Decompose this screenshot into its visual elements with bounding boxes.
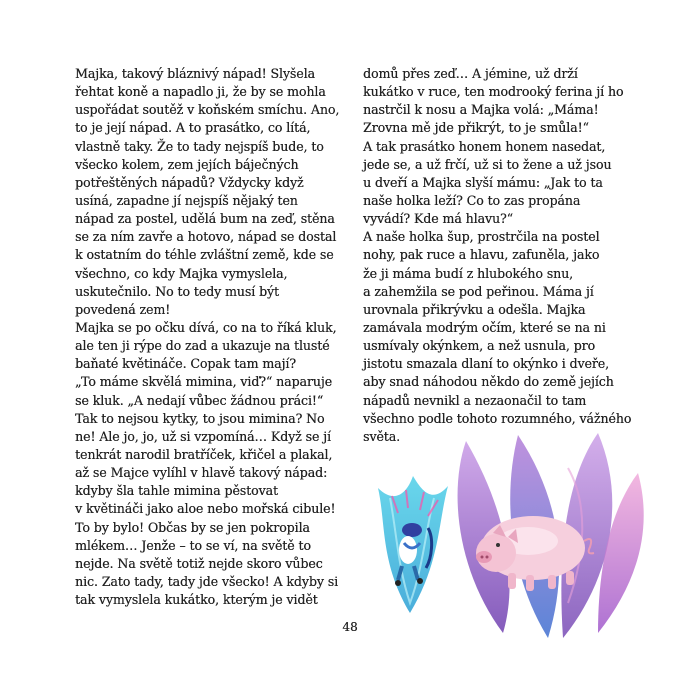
text-line: zamávala modrým očím, které se na ni — [363, 319, 606, 335]
text-line: jistotu smazala dlaní to okýnko i dveře, — [363, 356, 609, 372]
text-line: naše holka leží? Co to zas propána — [363, 192, 581, 208]
text-line: uspořádat soutěž v koňském smíchu. Ano, — [75, 102, 340, 118]
text-line: domů přes zeď… A jémine, už drží — [363, 66, 578, 81]
text-line: kukátko v ruce, ten modrooký ferina jí ho — [363, 84, 624, 100]
left-text-column — [75, 65, 350, 609]
text-line: potřeštěných nápadů? Vždycky když — [75, 174, 304, 190]
text-line: Zrovna mě jde přikrýt, to je smůla!“ — [363, 120, 589, 136]
text-line: že ji máma budí z hlubokého snu, — [363, 265, 573, 281]
text-line: se kluk. „A nedají vůbec žádnou práci!“ — [75, 392, 324, 408]
text-line: vlastně taky. Že to tady nejspíš bude, to — [75, 138, 324, 154]
text-line: „To máme skvělá mimina, viď?“ naparuje — [75, 374, 332, 390]
text-line: kdyby šla tahle mimina pěstovat — [75, 483, 278, 499]
text-line: tenkrát narodil bratříček, křičel a plakal, — [75, 446, 333, 462]
page-number: 48 — [342, 620, 358, 634]
text-line: se za ním zavře a hotovo, nápad se dostal — [75, 229, 337, 245]
text-line: všecko kolem, zem jejích báječných — [75, 156, 299, 172]
text-line: Majka se po očku dívá, co na to říká kluk, — [75, 319, 337, 335]
text-line: tak vymyslela kukátko, kterým je vidět — [75, 592, 318, 608]
text-line: k ostatním do téhle zvláštní země, kde se — [75, 247, 334, 263]
text-line: až se Majce vylíhl v hlavě takový nápad: — [75, 465, 328, 481]
text-line: světa. — [363, 428, 401, 444]
text-line: nejde. Na světě totiž nejde skoro vůbec — [75, 555, 323, 571]
text-line: aby snad náhodou někdo do země jejích — [363, 374, 614, 390]
text-line: baňaté květináče. Copak tam mají? — [75, 356, 296, 372]
text-line: A naše holka šup, prostrčila na postel — [363, 229, 600, 245]
text-line: všechno podle tohoto rozumného, vážného — [363, 410, 632, 426]
text-line: nastrčil k nosu a Majka volá: „Máma! — [363, 102, 599, 118]
text-line: povedená zem! — [75, 301, 171, 317]
text-line: všechno, co kdy Majka vymyslela, — [75, 265, 288, 281]
text-line: řehtat koně a napadlo ji, že by se mohla — [75, 84, 326, 100]
text-line: a zahemžila se pod peřinou. Máma jí — [363, 283, 594, 299]
text-line: vyvádí? Kde má hlavu?“ — [363, 211, 513, 227]
pink-pig-illustration — [448, 433, 653, 638]
right-text-column — [363, 65, 653, 446]
text-line: A tak prasátko honem honem nasedat, — [363, 138, 606, 154]
text-line: to je její nápad. A to prasátko, co lítá, — [75, 120, 311, 136]
text-line: nic. Zato tady, tady jde všecko! A kdyby si — [75, 573, 338, 589]
text-line: nápadů nevnikl a nezaonačil to tam — [363, 392, 587, 408]
text-line: nápad za postel, udělá bum na zeď, stěna — [75, 211, 335, 227]
text-line: v květináči jako aloe nebo mořská cibule! — [75, 501, 336, 517]
text-line: usmívaly okýnkem, a než usnula, pro — [363, 338, 595, 354]
text-line: ne! Ale jo, jo, už si vzpomíná… Když se jí — [75, 428, 331, 444]
text-line: jede se, a už frčí, už si to žene a už jsou — [363, 156, 612, 172]
text-line: ale ten ji rýpe do zad a ukazuje na tlusté — [75, 338, 330, 354]
text-line: uskutečnilo. No to tedy musí být — [75, 283, 279, 299]
text-line: usíná, zapadne jí nejspíš nějaký ten — [75, 192, 298, 208]
text-line: nohy, pak ruce a hlavu, zafuněla, jako — [363, 247, 600, 263]
text-line: To by bylo! Občas by se jen pokropila — [75, 519, 310, 535]
text-line: Tak to nejsou kytky, to jsou mimina? No — [75, 410, 325, 426]
text-line: u dveří a Majka slyší mámu: „Jak to ta — [363, 174, 603, 190]
text-line: urovnala přikrývku a odešla. Majka — [363, 301, 586, 317]
text-line: mlékem… Jenže – to se ví, na světě to — [75, 537, 311, 553]
flower-baby-illustration — [368, 468, 460, 628]
text-line: Majka, takový bláznivý nápad! Slyšela — [75, 66, 315, 81]
